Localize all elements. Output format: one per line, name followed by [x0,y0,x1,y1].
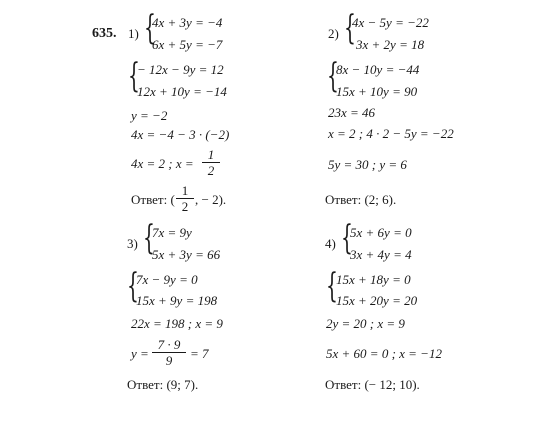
p3-sys2-eq2: 15x + 9y = 198 [136,293,218,308]
p1-x-fraction-den: 2 [207,163,215,178]
p4-sys1-eq2: 3x + 4y = 4 [350,247,412,262]
p2-line2: x = 2 ; 4 · 2 − 5y = −22 [328,126,454,141]
p1-sys1-eq1: 4x + 3y = −4 [152,15,223,30]
p1-answer-fraction [176,184,194,213]
p2-sys1-eq1: 4x − 5y = −22 [352,15,429,30]
p1-answer-fraction-den: 2 [181,199,189,214]
p4-answer: Ответ: (− 12; 10). [325,377,420,392]
p2-sys2-eq1: 8x − 10y = −44 [336,62,420,77]
p3-answer: Ответ: (9; 7). [127,377,199,392]
p4-label: 4) [325,236,336,251]
p2-label: 2) [328,26,339,41]
p2-line3: 5y = 30 ; y = 6 [328,157,407,172]
p2-sys1-brace: { [344,8,356,48]
p2-line1: 23x = 46 [328,105,376,120]
p1-sys2-brace: { [128,56,140,96]
p3-y-fraction [152,338,186,367]
p4-sys1-eq1: 5x + 6y = 0 [350,225,412,240]
p1-x-fraction [202,148,220,177]
p1-line-y: y = −2 [131,108,168,123]
p3-line-y-suffix: = 7 [190,346,209,361]
p1-sys2-eq2: 12x + 10y = −14 [137,84,227,99]
p4-sys1-brace: { [341,218,353,258]
p1-answer-suffix: , − 2). [195,192,227,207]
p3-sys2-brace: { [127,266,139,306]
p3-label: 3) [127,236,138,251]
p4-sys2-eq2: 15x + 20y = 20 [336,293,418,308]
p1-sys1-brace: { [144,8,156,48]
p3-y-fraction-num: 7 · 9 [157,337,181,352]
p3-line-y-prefix: y = [131,346,149,361]
p1-sys2-eq1: − 12x − 9y = 12 [137,62,224,77]
p2-sys2-eq2: 15x + 10y = 90 [336,84,418,99]
problem-number: 635. [92,26,117,41]
p1-line-sub: 4x = −4 − 3 · (−2) [131,127,230,142]
p1-answer-fraction-num: 1 [181,183,189,198]
p2-sys1-eq2: 3x + 2y = 18 [356,37,425,52]
p1-sys1-eq2: 6x + 5y = −7 [152,37,223,52]
p4-sys2-brace: { [326,266,338,306]
p4-line2: 5x + 60 = 0 ; x = −12 [326,346,442,361]
p1-line-x: 4x = 2 ; x = [131,156,194,171]
p3-sys1-eq2: 5x + 3y = 66 [152,247,221,262]
p2-answer: Ответ: (2; 6). [325,192,397,207]
p4-line1: 2y = 20 ; x = 9 [326,316,405,331]
p2-sys2-brace: { [327,56,339,96]
p3-sys1-brace: { [143,218,155,258]
p1-x-fraction-num: 1 [207,147,215,162]
p1-label: 1) [128,26,139,41]
p4-sys2-eq1: 15x + 18y = 0 [336,272,411,287]
p3-y-fraction-den: 9 [165,353,173,368]
p3-line1: 22x = 198 ; x = 9 [131,316,223,331]
p3-sys2-eq1: 7x − 9y = 0 [136,272,198,287]
p3-sys1-eq1: 7x = 9y [152,225,192,240]
p1-answer-prefix: Ответ: ( [131,192,175,207]
